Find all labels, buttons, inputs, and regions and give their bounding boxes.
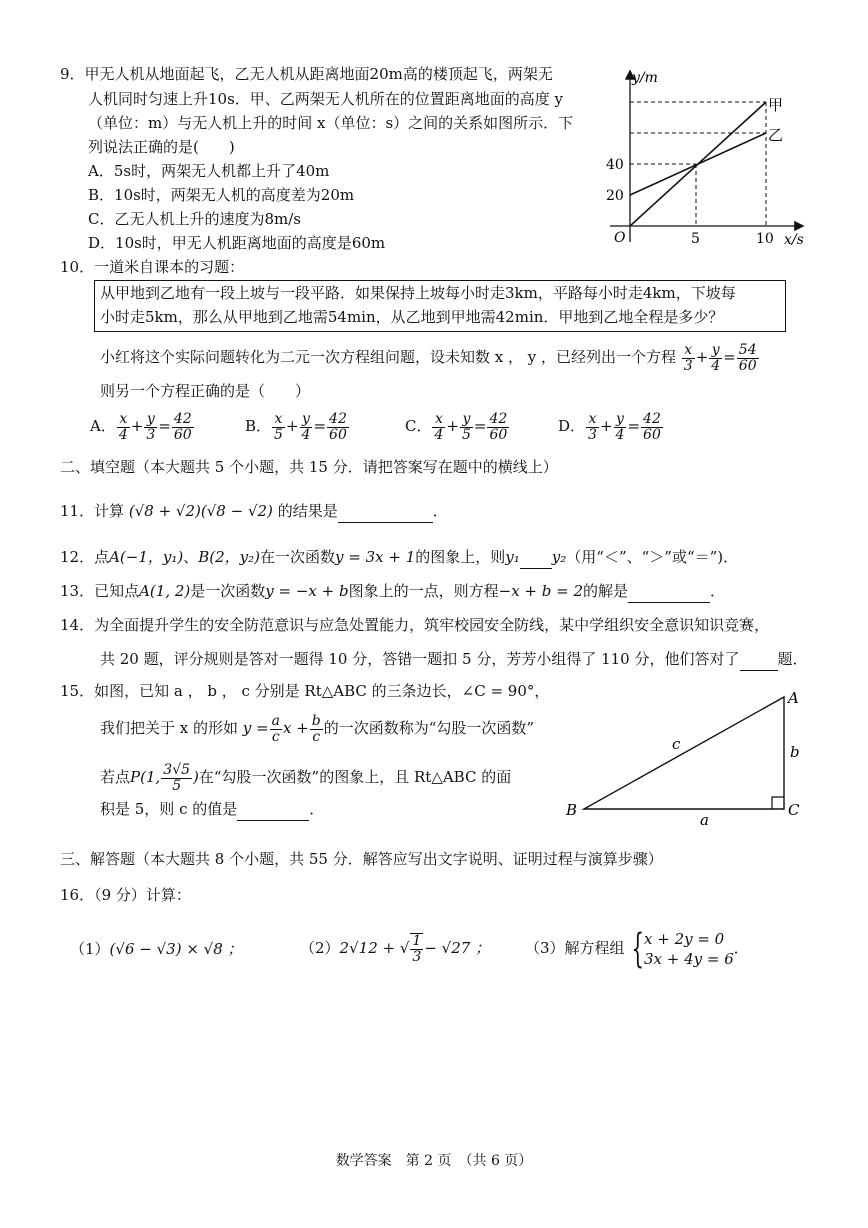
side-a: a bbox=[700, 811, 709, 829]
q10-line2-text: 小红将这个实际问题转化为二元一次方程组问题，设未知数 x ， y ，已经列出一个方程 bbox=[100, 348, 677, 366]
q10-option-d: D． $\frac{x}{3}$ + $\frac{y}{4}$ = $\frac{42}{60}$ bbox=[558, 410, 661, 443]
q13: 13．已知点A(1, 2)是一次函数y = −x + b图象上的一点，则方程−x + b = 2的解是 ． bbox=[60, 580, 725, 603]
right-angle-mark bbox=[772, 797, 784, 809]
vertex-a: A bbox=[788, 689, 799, 707]
q9-line4: 列说法正确的是( ) bbox=[88, 138, 235, 156]
origin-label: O bbox=[614, 230, 626, 246]
q14-line2: 共 20 题，评分规则是答对一题得 10 分，答错一题扣 5 分，芳芳小组得了 110 分，他们答对了 题． bbox=[100, 648, 808, 671]
q11-answer-blank[interactable] bbox=[338, 500, 433, 523]
y-tick-40: 40 bbox=[606, 157, 624, 173]
line-yi bbox=[630, 133, 766, 195]
q15-line3: 若点P(1, $\frac{3√5}{5}$ )在“勾股一次函数”的图象上，且 Rt△ABC 的面 bbox=[100, 761, 512, 794]
given-frac-2: $\frac{y}{4}$ bbox=[711, 341, 721, 374]
q10-line2: 小红将这个实际问题转化为二元一次方程组问题，设未知数 x ， y ，已经列出一个方程 $\frac{x}{3}$ + $\frac{y}{4}$ = $\frac{54}{60}$ bbox=[100, 341, 757, 374]
q10-box-line1: 从甲地到乙地有一段上坡与一段平路．如果保持上坡每小时走3km，平路每小时走4km，下坡每 bbox=[100, 284, 736, 302]
q10-line1: 10．一道米自课本的习题： bbox=[60, 258, 245, 276]
q11: 11．计算 (√8 + √2)(√8 − √2) 的结果是 ． bbox=[60, 500, 448, 523]
q12-answer-blank[interactable] bbox=[520, 546, 552, 569]
q9-option-b: B．10s时，两架无人机的高度差为20m bbox=[88, 186, 355, 204]
given-frac-3: $\frac{54}{60}$ bbox=[738, 341, 757, 374]
x-tick-10: 10 bbox=[756, 231, 774, 247]
x-tick-5: 5 bbox=[691, 231, 700, 247]
x-axis-label: x/s bbox=[784, 232, 804, 248]
q13-answer-blank[interactable] bbox=[628, 580, 710, 603]
label-jia: 甲 bbox=[768, 96, 784, 114]
q16-part3: （3）解方程组 { x + 2y = 0 3x + 4y = 6 ． bbox=[525, 926, 749, 972]
q16-title: 16．（9 分）计算： bbox=[60, 886, 191, 904]
q10-option-c: C． $\frac{x}{4}$ + $\frac{y}{5}$ = $\frac{42}{60}$ bbox=[405, 410, 508, 443]
q14-answer-blank[interactable] bbox=[740, 648, 778, 671]
q10-line3: 则另一个方程正确的是（ ） bbox=[100, 382, 311, 400]
side-b: b bbox=[790, 743, 800, 761]
section2-heading: 二、填空题（本大题共 5 个小题，共 15 分．请把答案写在题中的横线上） bbox=[60, 458, 558, 476]
q14-line1: 14．为全面提升学生的安全防范意识与应急处置能力，筑牢校园安全防线，某中学组织安全意识知识竞赛， bbox=[60, 616, 770, 634]
q9-graph bbox=[596, 62, 816, 252]
q15-line4: 积是 5，则 c 的值是 ． bbox=[100, 798, 324, 821]
triangle-abc bbox=[584, 697, 784, 809]
y-tick-20: 20 bbox=[606, 188, 624, 204]
q12: 12．点A(−1，y₁)、B(2，y₂)在一次函数y = 3x + 1的图象上，则y₁ y₂（用“＜”、“＞”或“＝”)． bbox=[60, 546, 738, 569]
system-brace: { bbox=[630, 926, 644, 972]
q10-option-a: A． $\frac{x}{4}$ + $\frac{y}{3}$ = $\frac{42}{60}$ bbox=[90, 410, 192, 443]
given-frac-1: $\frac{x}{3}$ bbox=[683, 341, 693, 374]
q10-box-line2: 小时走5km，那么从甲地到乙地需54min，从乙地到甲地需42min．甲地到乙地全程是多少？ bbox=[100, 308, 724, 326]
q15-answer-blank[interactable] bbox=[237, 798, 309, 821]
y-axis-label: y/m bbox=[632, 70, 658, 86]
label-yi: 乙 bbox=[768, 126, 784, 144]
q15-line2: 我们把关于 x 的形如 y = $\frac{a}{c}$ x + $\frac{b}{c}$ 的一次函数称为“勾股一次函数” bbox=[100, 712, 535, 745]
q15-line1: 15．如图，已知 a ， b ， c 分别是 Rt△ABC 的三条边长，∠C = 90°， bbox=[60, 682, 550, 700]
q9-option-d: D．10s时，甲无人机距离地面的高度是60m bbox=[88, 234, 386, 252]
q9-option-a: A．5s时，两架无人机都上升了40m bbox=[88, 162, 330, 180]
q9-option-c: C．乙无人机上升的速度为8m/s bbox=[88, 210, 301, 228]
vertex-b: B bbox=[566, 801, 578, 819]
q16-part1: （1）(√6 − √3) × √8 ； bbox=[70, 940, 243, 958]
section3-heading: 三、解答题（本大题共 8 个小题，共 55 分．解答应写出文字说明、证明过程与演算步骤） bbox=[60, 850, 663, 868]
q10-option-b: B． $\frac{x}{5}$ + $\frac{y}{4}$ = $\frac{42}{60}$ bbox=[245, 410, 347, 443]
vertex-c: C bbox=[788, 801, 800, 819]
q15-triangle bbox=[560, 685, 810, 830]
q9-line1: 9．甲无人机从地面起飞，乙无人机从距离地面20m高的楼顶起飞，两架无 bbox=[60, 65, 553, 83]
page-footer: 数学答案 第 2 页 （共 6 页） bbox=[335, 1153, 533, 1169]
q16-part2: （2）2√12 + √ $\frac{1}{3}$ − √27 ； bbox=[300, 933, 491, 965]
q9-line3: （单位：m）与无人机上升的时间 x（单位：s）之间的关系如图所示．下 bbox=[88, 114, 574, 132]
q9-line2: 人机同时匀速上升10s．甲、乙两架无人机所在的位置距离地面的高度 y bbox=[88, 90, 564, 108]
side-c: c bbox=[672, 735, 681, 753]
